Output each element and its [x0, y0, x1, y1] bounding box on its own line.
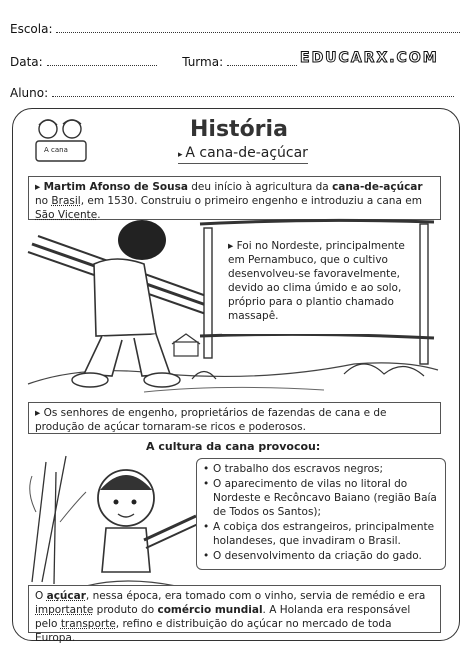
intro-paragraph: ▸ Martim Afonso de Sousa deu início à agricultura da cana-de-açúcar no Brasil, em 1530. Construiu o primeiro engenho e introduziu a cana em São Vicente. [28, 176, 441, 220]
footer-text-4: . A Holanda era responsável pelo [35, 604, 411, 630]
intro-place-2: São Vicente [35, 209, 98, 221]
student-row [10, 86, 464, 100]
school-row [10, 22, 464, 36]
boy-with-cane-illustration [26, 452, 201, 592]
effects-box [196, 458, 446, 570]
kids-badge-illustration [30, 115, 94, 171]
effect-item: • O trabalho dos escravos negros; [203, 462, 439, 477]
badge-label: A cana [44, 146, 68, 154]
effects-list [203, 462, 439, 564]
class-label: Turma: [182, 55, 224, 69]
school-label: Escola: [10, 22, 53, 36]
date-field[interactable] [47, 55, 157, 66]
intro-text-2: no [35, 195, 52, 207]
footer-transport: transporte [60, 618, 116, 630]
intro-place: Brasil [51, 195, 81, 207]
date-label: Data: [10, 55, 43, 69]
northeast-text: Foi no Nordeste, principalmente em Pernambuco, que o cultivo desenvolveu-se favoravelmente, devido ao clima úmido e ao solo, próprio para o plantio chamado massapê. [228, 240, 405, 322]
owners-paragraph: ▸ Os senhores de engenho, proprietários de fazendas de cana e de produção de açúcar tornaram-se ricos e poderosos. [28, 402, 441, 434]
intro-crop: cana-de-açúcar [332, 181, 423, 193]
effect-item: • O aparecimento de vilas no litoral do Nordeste e Recôncavo Baiano (região Baía de Todos os Santos); [203, 477, 439, 520]
student-field[interactable] [52, 86, 454, 97]
page-title: História [190, 117, 288, 142]
school-field[interactable] [56, 22, 460, 33]
footer-text-1: O [35, 590, 47, 602]
effect-item: • O desenvolvimento da criação do gado. [203, 549, 439, 564]
class-field[interactable] [227, 55, 297, 66]
intro-text-1: deu início à agricultura da [187, 181, 333, 193]
effect-item: • A cobiça dos estrangeiros, principalmente holandeses, que invadiram o Brasil. [203, 520, 439, 549]
site-logo: EDUCARX.COM [300, 50, 439, 66]
page-subtitle: ▸ A cana-de-açúcar [178, 145, 308, 164]
intro-text-3: , em 1530. Construiu o primeiro engenho e introduziu a cana em [80, 195, 422, 207]
footer-important: importante [35, 604, 94, 616]
footer-text-2: , nessa época, era tomado com o vinho, servia de remédio e era [85, 590, 426, 602]
intro-person: Martim Afonso de Sousa [43, 181, 188, 193]
footer-trade: comércio mundial [157, 604, 263, 616]
footer-text-3: produto do [93, 604, 158, 616]
owners-text: Os senhores de engenho, proprietários de fazendas de cana e de produção de açúcar tornaram-se ricos e poderosos. [35, 407, 387, 433]
northeast-paragraph: ▸ Foi no Nordeste, principalmente em Pernambuco, que o cultivo desenvolveu-se favoravelmente, devido ao clima úmido e ao solo, próprio para o plantio chamado massapê. [222, 236, 417, 334]
student-label: Aluno: [10, 86, 49, 100]
footer-sugar: açúcar [46, 590, 86, 602]
footer-paragraph [28, 585, 441, 644]
culture-heading: A cultura da cana provocou: [146, 440, 321, 453]
footer-text-5: , refino e distribuição do açúcar no mercado de toda Europa. [35, 618, 392, 644]
intro-text-4: . [97, 209, 101, 221]
